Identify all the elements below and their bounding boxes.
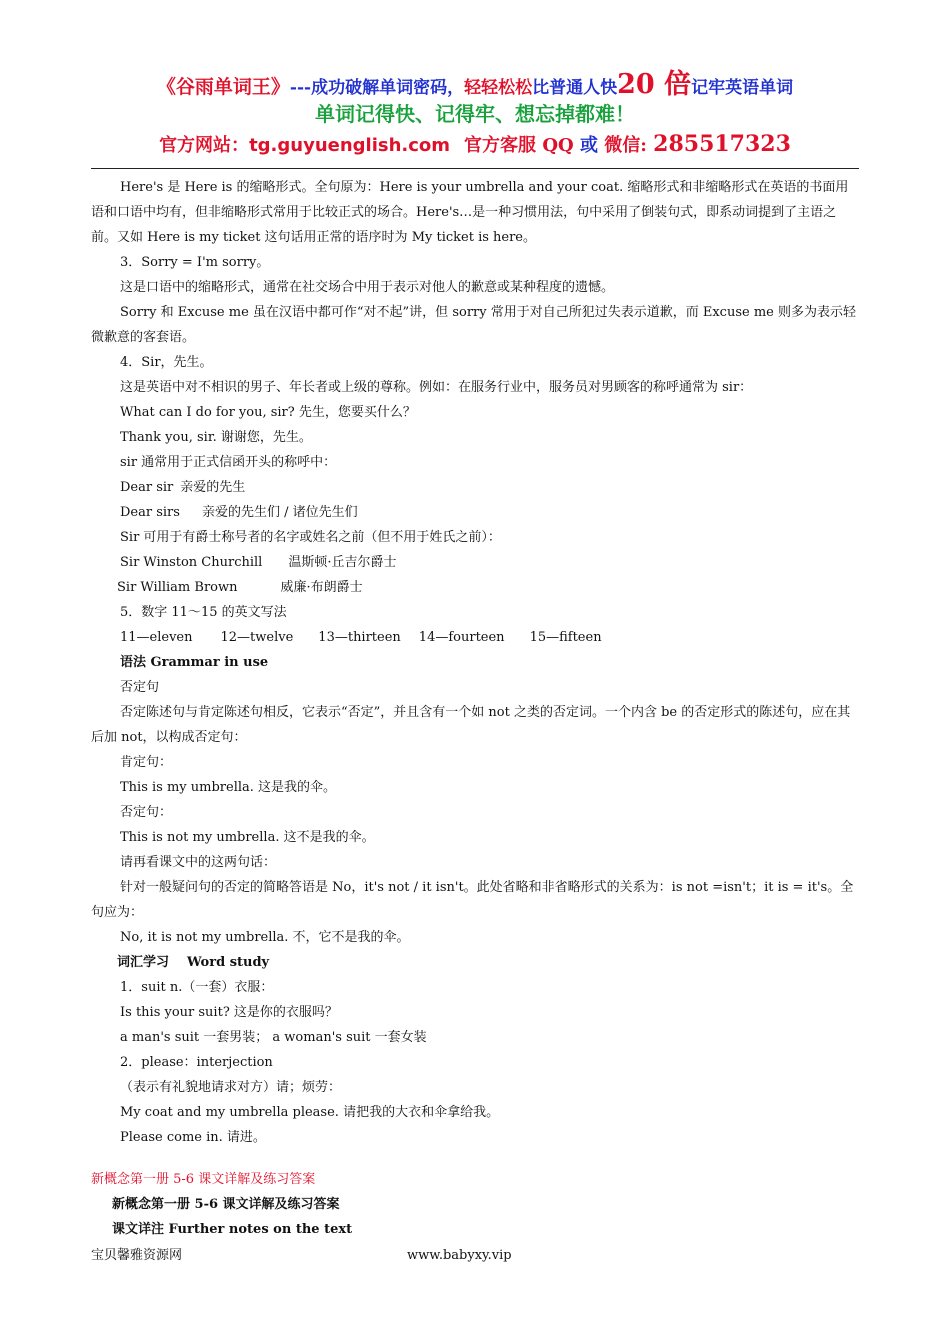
banner-line-2: 单词记得快、记得牢、想忘掉都难！ <box>315 102 635 126</box>
item-5-heading: 5．数字 11～15 的英文写法 <box>120 605 287 620</box>
banner-slogan-c: 比普通人快 <box>532 78 618 98</box>
banner-line-3 <box>0 128 950 160</box>
lesson-link[interactable]: 新概念第一册 5-6 课文详解及练习答案 <box>91 1172 316 1187</box>
banner-number: 285517323 <box>653 131 791 157</box>
example-coat-umbrella: My coat and my umbrella please. 请把我的大衣和伞拿给我。 <box>120 1105 500 1120</box>
word-please: 2．please：interjection <box>120 1055 273 1070</box>
example-this-is-not: This is not my umbrella. 这不是我的伞。 <box>120 830 375 845</box>
negative-sentence-title: 否定句 <box>120 680 160 695</box>
paragraph-sorry-excuse: Sorry 和 Excuse me 虽在汉语中都可作“对不起”讲，但 sorry 常用于对自己所犯过失表示道歉，而 Excuse me 则多为表示轻微歉意的客套语。 <box>91 305 856 345</box>
affirmative-label: 肯定句： <box>120 755 173 770</box>
grammar-heading: 语法 Grammar in use <box>120 655 269 670</box>
paragraph-sir-usage: 这是英语中对不相识的男子、年长者或上级的尊称。例如：在服务行业中，服务员对男顾客的称呼通常为 sir： <box>120 380 753 395</box>
banner-title: 《谷雨单词王》 <box>156 76 290 98</box>
example-come-in: Please come in. 请进。 <box>120 1130 266 1145</box>
example-churchill-zh: 温斯顿·丘吉尔爵士 <box>288 555 397 570</box>
promo-banner <box>0 70 950 160</box>
banner-site-label: 官方网站： <box>159 135 250 156</box>
example-what-can-i-do: What can I do for you, sir? 先生，您要买什么？ <box>120 405 416 420</box>
word-study-en: Word study <box>187 955 270 970</box>
example-brown <box>91 575 859 600</box>
banner-qq-label: 官方客服 QQ <box>464 135 580 156</box>
example-dear-sir <box>91 475 859 500</box>
number-11: 11—eleven <box>120 630 193 645</box>
banner-site-url[interactable]: tg.guyuenglish.com <box>249 135 451 156</box>
paragraph-heres: Here's 是 Here is 的缩略形式。全句原为：Here is your umbrella and your coat. 缩略形式和非缩略形式在英语的书面用语和口语中均有，但非缩略形式常用于比较正式的场合。Here's…是一种习惯用法，句中采用了倒装句式，即系动词提到了主语之前。又如 Here is my ticket 这句话用正常的语序时为 My ticket is here。 <box>91 180 849 245</box>
please-meaning: （表示有礼貌地请求对方）请；烦劳： <box>120 1080 342 1095</box>
word-study-zh: 词汇学习 <box>117 955 170 970</box>
example-dear-sir-zh: 亲爱的先生 <box>180 480 246 495</box>
number-list <box>91 625 859 650</box>
further-notes-heading: 课文详注 Further notes on the text <box>112 1222 353 1237</box>
lesson-title: 新概念第一册 5-6 课文详解及练习答案 <box>112 1197 340 1212</box>
number-15: 15—fifteen <box>529 630 602 645</box>
number-12: 12—twelve <box>220 630 294 645</box>
banner-line-1 <box>0 70 950 100</box>
paragraph-sir-title: Sir 可用于有爵士称号者的名字或姓名之前（但不用于姓氏之前）： <box>120 530 501 545</box>
word-suit: 1．suit n.（一套）衣服： <box>120 980 274 995</box>
example-no-it-is-not: No, it is not my umbrella. 不，它不是我的伞。 <box>120 930 410 945</box>
banner-slogan-d: 记牢英语单词 <box>691 78 794 98</box>
word-study-heading <box>91 950 859 975</box>
example-churchill-en: Sir Winston Churchill <box>120 555 263 570</box>
example-dear-sirs <box>91 500 859 525</box>
banner-slogan-a: 成功破解单词密码， <box>311 78 465 98</box>
example-dear-sirs-zh: 亲爱的先生们 / 诸位先生们 <box>201 505 358 520</box>
banner-or: 或 <box>579 135 598 156</box>
number-14: 14—fourteen <box>418 630 505 645</box>
number-13: 13—thirteen <box>318 630 401 645</box>
paragraph-negative: 否定陈述句与肯定陈述句相反，它表示“否定”，并且含有一个如 not 之类的否定词。一个内含 be 的否定形式的陈述句，应在其后加 not，以构成否定句： <box>91 705 851 745</box>
item-3-heading: 3．Sorry = I'm sorry。 <box>120 255 270 270</box>
header-divider <box>91 168 859 169</box>
footer-site-name: 宝贝馨雅资源网 <box>91 1248 183 1263</box>
example-suit: Is this your suit? 这是你的衣服吗？ <box>120 1005 338 1020</box>
example-churchill <box>91 550 859 575</box>
example-thank-you: Thank you, sir. 谢谢您，先生。 <box>120 430 312 445</box>
example-dear-sir-en: Dear sir <box>120 480 174 495</box>
negative-label: 否定句： <box>120 805 173 820</box>
paragraph-sir-letter: sir 通常用于正式信函开头的称呼中： <box>120 455 337 470</box>
footer-url[interactable]: www.babyxy.vip <box>407 1248 512 1263</box>
example-suit-types: a man's suit 一套男装； a woman's suit 一套女装 <box>120 1030 427 1045</box>
item-4-heading: 4．Sir，先生。 <box>120 355 213 370</box>
banner-slogan-b: 轻轻松松 <box>464 78 533 98</box>
banner-multiplier: 20 倍 <box>617 69 692 100</box>
paragraph-short-answer: 针对一般疑问句的否定的简略答语是 No，it's not / it isn't。此处省略和非省略形式的关系为：is not =isn't；it is = it's。全句应为： <box>91 880 854 920</box>
document-body <box>91 175 859 1242</box>
example-dear-sirs-en: Dear sirs <box>120 505 180 520</box>
example-brown-en: Sir William Brown <box>117 580 238 595</box>
paragraph-sorry-note: 这是口语中的缩略形式，通常在社交场合中用于表示对他人的歉意或某种程度的遗憾。 <box>120 280 615 295</box>
paragraph-look-again: 请再看课文中的这两句话： <box>120 855 277 870</box>
banner-wechat-label: 微信: <box>597 135 654 156</box>
example-this-is: This is my umbrella. 这是我的伞。 <box>120 780 337 795</box>
banner-dash: --- <box>289 78 312 98</box>
example-brown-zh: 威廉·布朗爵士 <box>280 580 363 595</box>
